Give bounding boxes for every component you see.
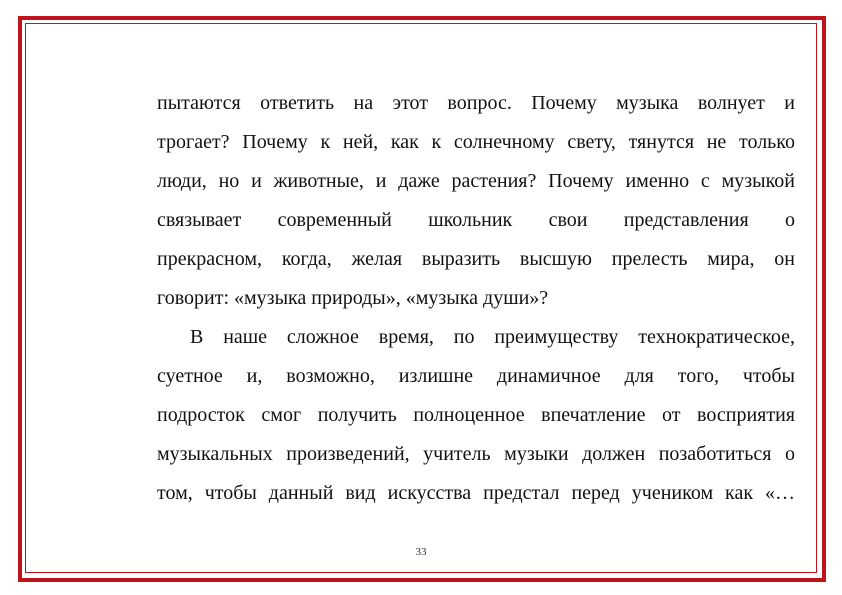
text-line: люди, но и животные, и даже растения? Почему именно с музыкой xyxy=(157,170,795,192)
text-line: трогает? Почему к ней, как к солнечному свету, тянутся не только xyxy=(157,131,795,153)
text-line: прекрасном, когда, желая выразить высшую прелесть мира, он xyxy=(157,248,795,270)
text-line: суетное и, возможно, излишне динамичное для того, чтобы xyxy=(157,365,795,387)
page-number: 33 xyxy=(415,546,427,558)
body-text xyxy=(157,84,795,513)
text-line: подросток смог получить полноценное впечатление от восприятия xyxy=(157,404,795,426)
text-line: говорит: «музыка природы», «музыка души»? xyxy=(157,287,549,309)
text-line: пытаются ответить на этот вопрос. Почему музыка волнует и xyxy=(157,92,795,114)
text-line: том, чтобы данный вид искусства предстал перед учеником как «… xyxy=(157,482,795,504)
text-line-paragraph-start: В наше сложное время, по преимуществу технократическое, xyxy=(190,326,795,348)
text-line: связывает современный школьник свои представления о xyxy=(157,209,795,231)
text-line: музыкальных произведений, учитель музыки должен позаботиться о xyxy=(157,443,795,465)
